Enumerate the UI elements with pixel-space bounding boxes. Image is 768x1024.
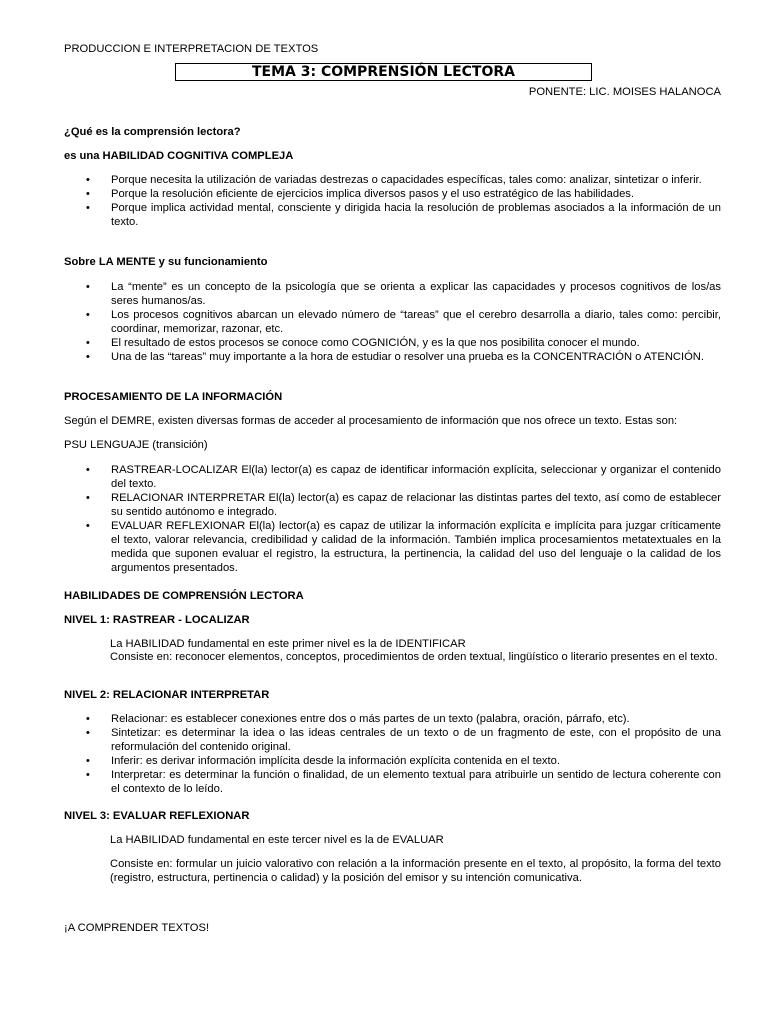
document-title: TEMA 3: COMPRENSIÓN LECTORA (175, 63, 592, 81)
list-item: • Porque implica actividad mental, consciente y dirigida hacia la resolución de problemas asociados a la información de un texto. (86, 202, 721, 228)
bullet-icon: • (86, 174, 90, 186)
bullet-list-cognitive-skill (64, 173, 721, 229)
section-heading-mind: Sobre LA MENTE y su funcionamiento (64, 256, 268, 268)
section-heading-cognitive-skill: es una HABILIDAD COGNITIVA COMPLEJA (64, 150, 294, 162)
question-heading: ¿Qué es la comprensión lectora? (64, 126, 241, 138)
bullet-icon: • (86, 492, 90, 504)
list-item: • RELACIONAR INTERPRETAR El(la) lector(a) es capaz de relacionar las distintas partes del texto, así como de establecer su sentido autónomo e integrado. (86, 492, 721, 518)
processing-intro: Según el DEMRE, existen diversas formas de acceder al procesamiento de información que nos ofrece un texto. Estas son: (64, 415, 678, 427)
section-heading-processing: PROCESAMIENTO DE LA INFORMACIÓN (64, 391, 283, 403)
bullet-icon: • (86, 755, 90, 767)
bullet-icon: • (86, 309, 90, 321)
level1-heading: NIVEL 1: RASTREAR - LOCALIZAR (64, 614, 250, 626)
list-item: • Una de las “tareas” muy importante a la hora de estudiar o resolver una prueba es la CONCENTRACIÓN o ATENCIÓN. (86, 351, 704, 363)
course-name: PRODUCCION E INTERPRETACION DE TEXTOS (64, 43, 319, 55)
bullet-icon: • (86, 188, 90, 200)
list-item: • Porque la resolución eficiente de ejercicios implica diversos pasos y el uso estratégico de las habilidades. (86, 188, 634, 200)
level1-description: Consiste en: reconocer elementos, conceptos, procedimientos de orden textual, lingüístico o literario presentes en el texto. (110, 651, 718, 663)
bullet-icon: • (86, 337, 90, 349)
level3-skill: La HABILIDAD fundamental en este tercer nivel es la de EVALUAR (110, 834, 444, 846)
list-item: • Relacionar: es establecer conexiones entre dos o más partes de un texto (palabra, oración, párrafo, etc). (86, 713, 630, 725)
bullet-icon: • (86, 769, 90, 781)
bullet-list-processing (64, 463, 721, 575)
section-heading-skills: HABILIDADES DE COMPRENSIÓN LECTORA (64, 590, 304, 602)
list-item: • RASTREAR-LOCALIZAR El(la) lector(a) es capaz de identificar información explícita, seleccionar y organizar el contenido del texto. (86, 464, 721, 490)
closing-line: ¡A COMPRENDER TEXTOS! (64, 922, 210, 934)
list-item: • Inferir: es derivar información implícita desde la información explícita contenida en el texto. (86, 755, 560, 767)
list-item: • El resultado de estos procesos se conoce como COGNICIÓN, y es la que nos posibilita conocer el mundo. (86, 337, 640, 349)
bullet-icon: • (86, 464, 90, 476)
bullet-icon: • (86, 202, 90, 214)
bullet-icon: • (86, 727, 90, 739)
bullet-icon: • (86, 713, 90, 725)
list-item: • EVALUAR REFLEXIONAR El(la) lector(a) es capaz de utilizar la información explícita e implícita para juzgar críticamente el texto, valorar relevancia, credibilidad y calidad de la información. También implica procesamientos metatextuales en la medida que suponen evaluar el registro, la estructura, la pertinencia, la calidad del uso del lenguaje o la calidad de los argumentos presentados. (86, 520, 721, 574)
list-item: • La “mente” es un concepto de la psicología que se orienta a explicar las capacidades y procesos cognitivos de los/as seres humanos/as. (86, 281, 721, 307)
bullet-list-level2 (64, 712, 721, 796)
list-item: • Interpretar: es determinar la función o finalidad, de un elemento textual para atribuirle un sentido de lectura coherente con el contexto de lo leído. (86, 769, 721, 795)
processing-subtitle: PSU LENGUAJE (transición) (64, 439, 208, 451)
list-item: • Los procesos cognitivos abarcan un elevado número de “tareas” que el cerebro desarrolla a diario, tales como: percibir, coordinar, memorizar, razonar, etc. (86, 309, 721, 335)
level3-description: Consiste en: formular un juicio valorativo con relación a la información presente en el texto, al propósito, la forma del texto (registro, estructura, pertinencia o calidad) y la posición del emisor y su intención comunicativa. (110, 858, 721, 884)
bullet-icon: • (86, 520, 90, 532)
level1-skill: La HABILIDAD fundamental en este primer nivel es la de IDENTIFICAR (110, 638, 466, 650)
bullet-icon: • (86, 281, 90, 293)
bullet-icon: • (86, 351, 90, 363)
list-item: • Porque necesita la utilización de variadas destrezas o capacidades específicas, tales como: analizar, sintetizar o inferir. (86, 174, 702, 186)
level2-heading: NIVEL 2: RELACIONAR INTERPRETAR (64, 689, 270, 701)
level3-heading: NIVEL 3: EVALUAR REFLEXIONAR (64, 810, 250, 822)
bullet-list-mind (64, 280, 721, 364)
speaker-line: PONENTE: LIC. MOISES HALANOCA (528, 86, 721, 98)
list-item: • Sintetizar: es determinar la idea o las ideas centrales de un texto o de un fragmento de este, con el propósito de una reformulación del contenido original. (86, 727, 721, 753)
